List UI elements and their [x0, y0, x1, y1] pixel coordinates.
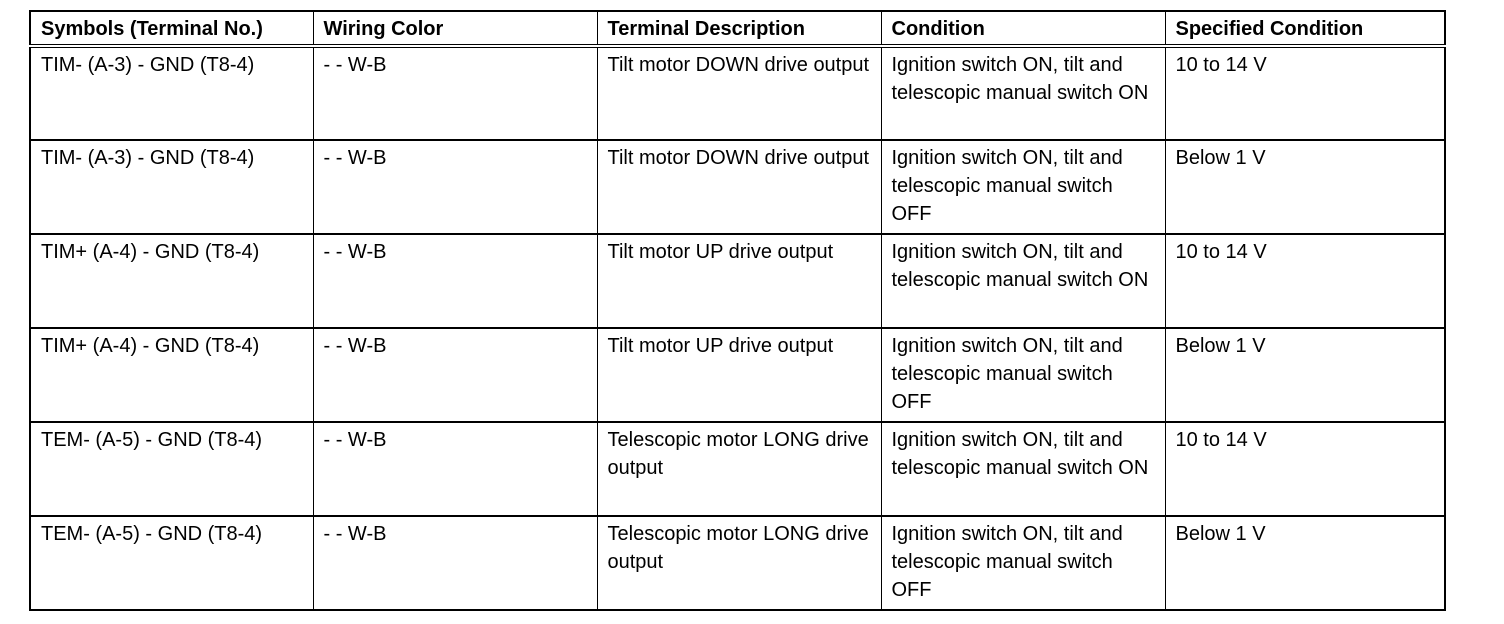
- cell-symbols: TIM+ (A-4) - GND (T8-4): [30, 328, 313, 422]
- cell-condition: Ignition switch ON, tilt and telescopic manual switch OFF: [881, 140, 1165, 234]
- cell-symbols: TIM- (A-3) - GND (T8-4): [30, 46, 313, 140]
- cell-wiring-color: - - W-B: [313, 46, 597, 140]
- table-row: [30, 328, 1445, 422]
- table-body: [30, 46, 1445, 610]
- header-symbols: Symbols (Terminal No.): [30, 11, 313, 46]
- cell-wiring-color: - - W-B: [313, 140, 597, 234]
- header-wiring-color: Wiring Color: [313, 11, 597, 46]
- table-row: [30, 140, 1445, 234]
- table-row: [30, 46, 1445, 140]
- cell-wiring-color: - - W-B: [313, 328, 597, 422]
- table-row: [30, 234, 1445, 328]
- header-row: [30, 11, 1445, 46]
- terminal-spec-table: [29, 10, 1446, 611]
- cell-symbols: TEM- (A-5) - GND (T8-4): [30, 516, 313, 610]
- cell-terminal-description: Telescopic motor LONG drive output: [597, 516, 881, 610]
- cell-specified-condition: 10 to 14 V: [1165, 422, 1445, 516]
- cell-symbols: TIM+ (A-4) - GND (T8-4): [30, 234, 313, 328]
- table-header: [30, 11, 1445, 46]
- cell-wiring-color: - - W-B: [313, 234, 597, 328]
- cell-condition: Ignition switch ON, tilt and telescopic manual switch OFF: [881, 328, 1165, 422]
- cell-symbols: TEM- (A-5) - GND (T8-4): [30, 422, 313, 516]
- cell-condition: Ignition switch ON, tilt and telescopic manual switch OFF: [881, 516, 1165, 610]
- cell-symbols: TIM- (A-3) - GND (T8-4): [30, 140, 313, 234]
- cell-terminal-description: Telescopic motor LONG drive output: [597, 422, 881, 516]
- cell-specified-condition: Below 1 V: [1165, 140, 1445, 234]
- cell-wiring-color: - - W-B: [313, 516, 597, 610]
- cell-condition: Ignition switch ON, tilt and telescopic manual switch ON: [881, 46, 1165, 140]
- header-specified-condition: Specified Condition: [1165, 11, 1445, 46]
- cell-specified-condition: Below 1 V: [1165, 516, 1445, 610]
- cell-specified-condition: 10 to 14 V: [1165, 46, 1445, 140]
- table-row: [30, 516, 1445, 610]
- cell-specified-condition: Below 1 V: [1165, 328, 1445, 422]
- cell-specified-condition: 10 to 14 V: [1165, 234, 1445, 328]
- cell-terminal-description: Tilt motor UP drive output: [597, 234, 881, 328]
- header-terminal-description: Terminal Description: [597, 11, 881, 46]
- cell-condition: Ignition switch ON, tilt and telescopic manual switch ON: [881, 422, 1165, 516]
- cell-terminal-description: Tilt motor DOWN drive output: [597, 46, 881, 140]
- table-row: [30, 422, 1445, 516]
- cell-condition: Ignition switch ON, tilt and telescopic manual switch ON: [881, 234, 1165, 328]
- cell-terminal-description: Tilt motor DOWN drive output: [597, 140, 881, 234]
- cell-terminal-description: Tilt motor UP drive output: [597, 328, 881, 422]
- cell-wiring-color: - - W-B: [313, 422, 597, 516]
- header-condition: Condition: [881, 11, 1165, 46]
